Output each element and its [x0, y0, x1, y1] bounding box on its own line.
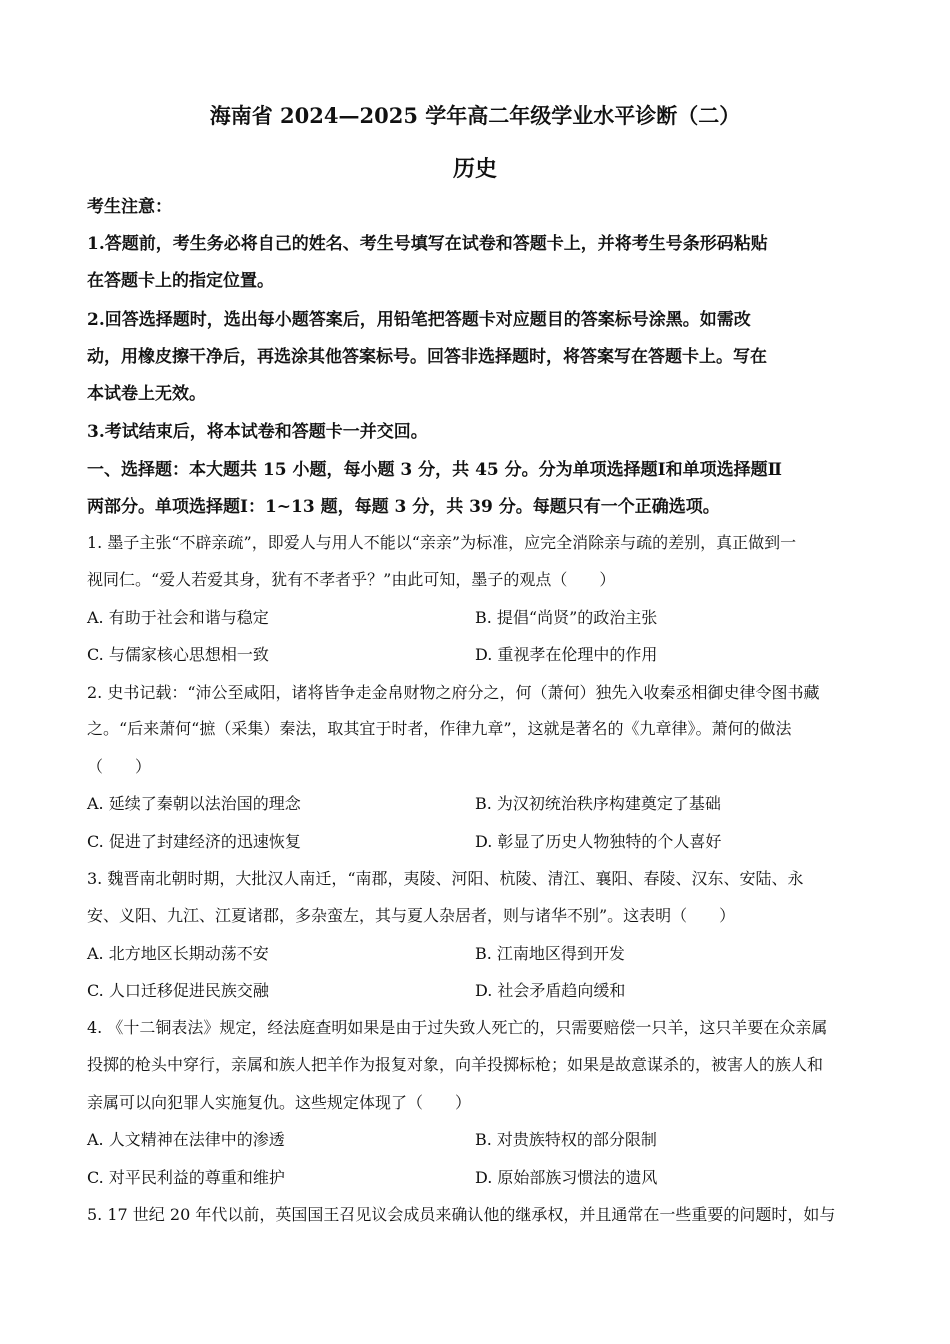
notice-line: 本试卷上无效。: [87, 384, 206, 404]
question-stem: 之。“后来萧何“摭（采集）秦法，取其宜于时者，作律九章”，这就是著名的《九章律》。萧何的做法: [87, 719, 792, 738]
notice-line: 2.回答选择题时，选出每小题答案后，用铅笔把答题卡对应题目的答案标号涂黑。如需改: [87, 310, 751, 330]
option-c: C. 与儒家核心思想相一致: [87, 645, 269, 664]
section-heading: 一、选择题：本大题共 15 小题，每小题 3 分，共 45 分。分为单项选择题Ⅰ和单项选择题Ⅱ: [87, 460, 782, 480]
option-a: A. 人文精神在法律中的渗透: [87, 1130, 285, 1149]
question-stem: 投掷的枪头中穿行，亲属和族人把羊作为报复对象，向羊投掷标枪；如果是故意谋杀的，被害人的族人和: [87, 1055, 824, 1074]
question-stem: 安、义阳、九江、江夏诸郡，多杂蛮左，其与夏人杂居者，则与诸华不别”。这表明（ ）: [87, 906, 736, 925]
option-d: D. 彰显了历史人物独特的个人喜好: [475, 832, 722, 851]
question-stem: 1. 墨子主张“不辟亲疏”，即爱人与用人不能以“亲亲”为标准，应完全消除亲与疏的差别，真正做到一: [87, 533, 797, 552]
question-stem: 亲属可以向犯罪人实施复仇。这些规定体现了（ ）: [87, 1093, 472, 1112]
option-d: D. 原始部族习惯法的遗风: [475, 1168, 658, 1187]
option-b: B. 对贵族特权的部分限制: [475, 1130, 657, 1149]
option-b: B. 江南地区得到开发: [475, 944, 625, 963]
question-stem: 5. 17 世纪 20 年代以前，英国国王召见议会成员来确认他的继承权，并且通常在一些重要的问题时，如与: [87, 1205, 836, 1224]
question-stem: 2. 史书记载：“沛公至咸阳，诸将皆争走金帛财物之府分之，何（萧何）独先入收秦丞相御史律令图书藏: [87, 683, 820, 702]
question-stem: 4. 《十二铜表法》规定，经法庭查明如果是由于过失致人死亡的，只需要赔偿一只羊，这只羊要在众亲属: [87, 1018, 828, 1037]
option-a: A. 延续了秦朝以法治国的理念: [87, 794, 301, 813]
option-a: A. 北方地区长期动荡不安: [87, 944, 269, 963]
notice-line: 在答题卡上的指定位置。: [87, 271, 274, 291]
option-b: B. 为汉初统治秩序构建奠定了基础: [475, 794, 721, 813]
section-heading: 两部分。单项选择题Ⅰ：1~13 题，每题 3 分，共 39 分。每题只有一个正确选项。: [87, 497, 720, 517]
question-stem: 3. 魏晋南北朝时期，大批汉人南迁，“南郡，夷陵、河阳、杭陵、清江、襄阳、春陵、汉东、安陆、永: [87, 869, 804, 888]
notice-line: 3.考试结束后，将本试卷和答题卡一并交回。: [87, 422, 428, 442]
notice-heading: 考生注意：: [87, 197, 172, 217]
option-c: C. 对平民利益的尊重和维护: [87, 1168, 285, 1187]
question-stem: 视同仁。“爱人若爱其身，犹有不孝者乎？”由此可知，墨子的观点（ ）: [87, 570, 616, 589]
notice-line: 动，用橡皮擦干净后，再选涂其他答案标号。回答非选择题时，将答案写在答题卡上。写在: [87, 347, 767, 367]
option-a: A. 有助于社会和谐与稳定: [87, 608, 269, 627]
option-d: D. 社会矛盾趋向缓和: [475, 981, 626, 1000]
exam-title: 海南省 2024—2025 学年高二年级学业水平诊断（二）: [209, 103, 741, 128]
option-c: C. 促进了封建经济的迅速恢复: [87, 832, 301, 851]
question-stem: （ ）: [87, 757, 152, 776]
option-d: D. 重视孝在伦理中的作用: [475, 645, 658, 664]
option-c: C. 人口迁移促进民族交融: [87, 981, 269, 1000]
notice-line: 1.答题前，考生务必将自己的姓名、考生号填写在试卷和答题卡上，并将考生号条形码粘贴: [87, 234, 768, 254]
option-b: B. 提倡“尚贤”的政治主张: [475, 608, 658, 627]
exam-subject: 历史: [452, 156, 497, 182]
